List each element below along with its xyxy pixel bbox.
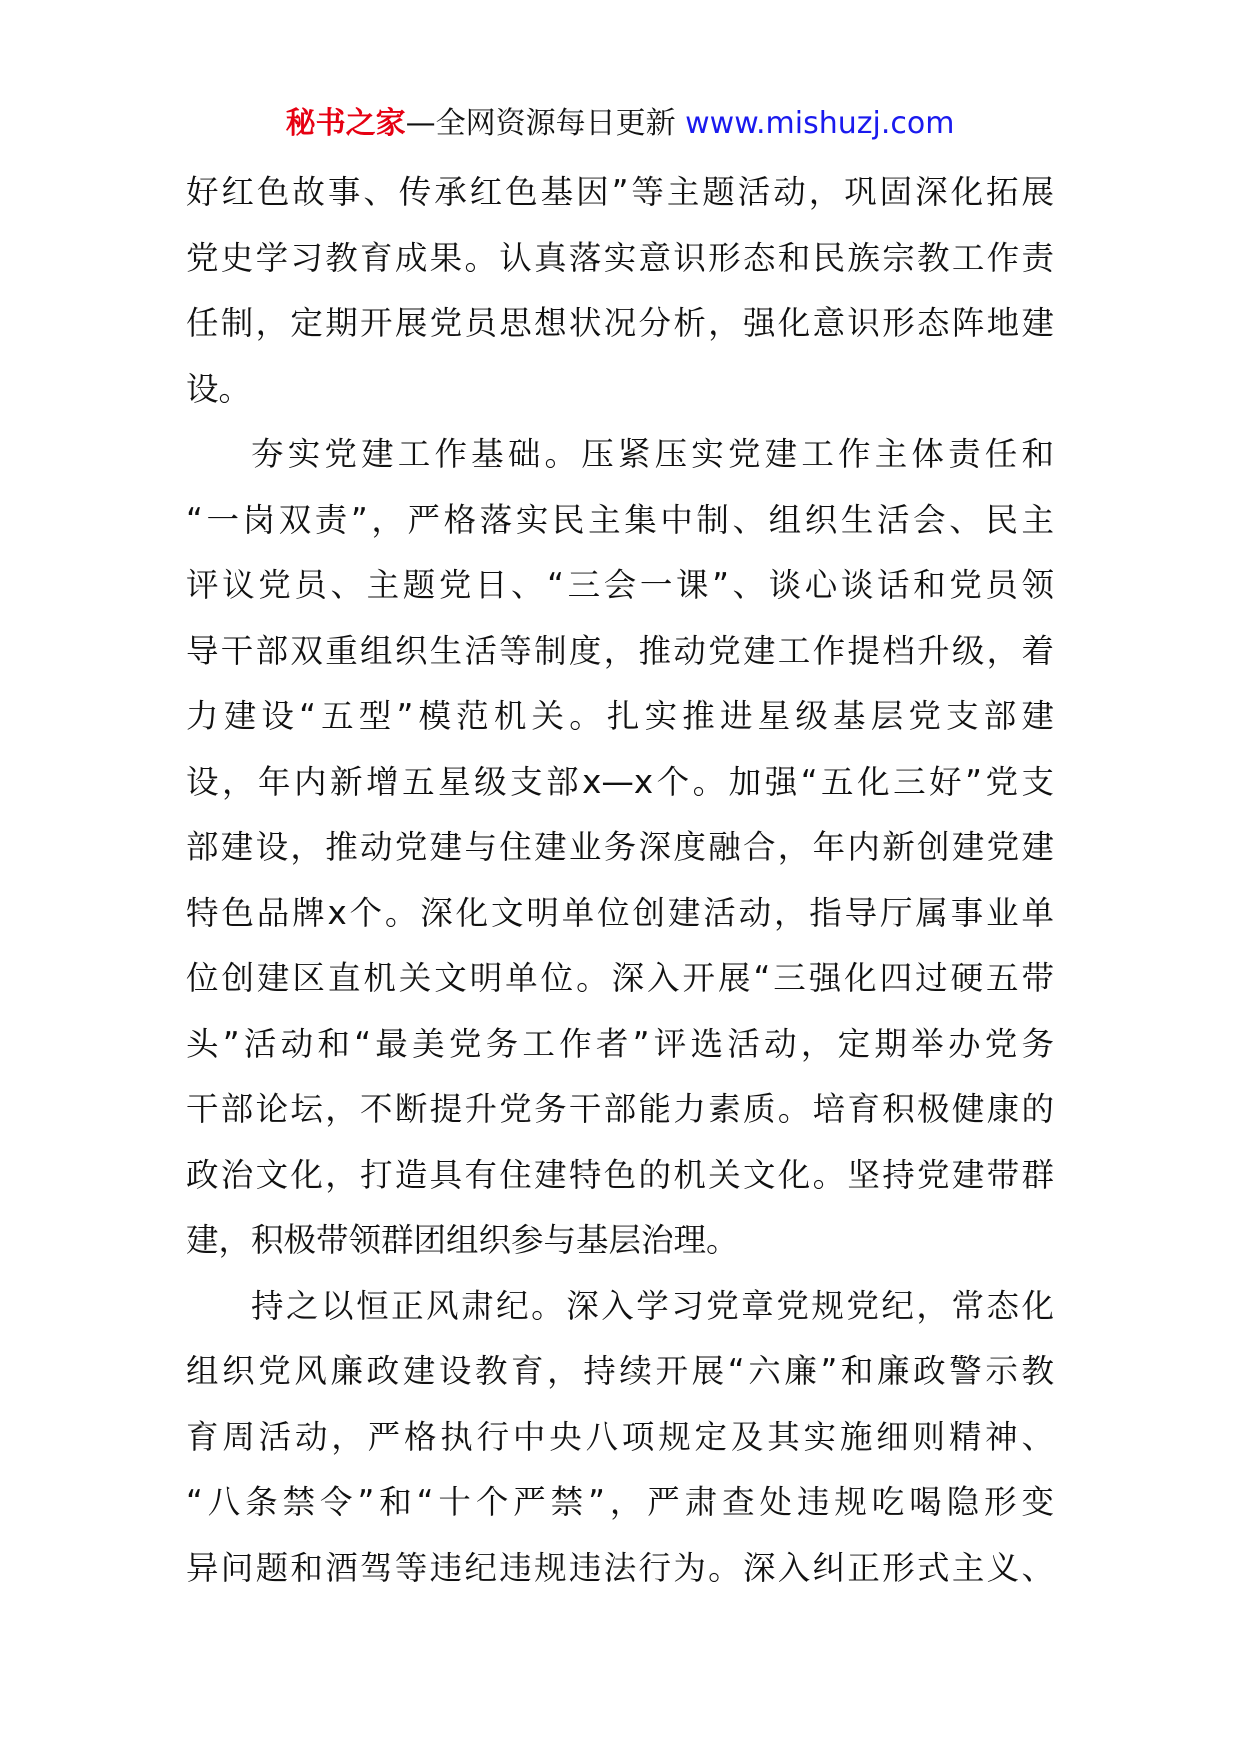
- site-name: 秘书之家: [285, 106, 406, 141]
- site-url-link[interactable]: www.mishuzj.com: [685, 106, 955, 141]
- text-line: 头”活动和“最美党务工作者”评选活动，定期举办党务: [186, 1024, 1054, 1063]
- text-line: 力建设“五型”模范机关。扎实推进星级基层党支部建: [186, 697, 1054, 735]
- text-line: 异问题和酒驾等违纪违规违法行为。深入纠正形式主义、: [186, 1548, 1054, 1587]
- paragraph-first-line: 夯实党建工作基础。压紧压实党建工作主体责任和: [251, 435, 1054, 473]
- text-line: 育周活动，严格执行中央八项规定及其实施细则精神、: [186, 1417, 1054, 1456]
- text-line: 评议党员、主题党日、“三会一课”、谈心谈话和党员领: [186, 566, 1054, 604]
- text-line: 组织党风廉政建设教育，持续开展“六廉”和廉政警示教: [186, 1352, 1054, 1390]
- text-line: 设，年内新增五星级支部x—x个。加强“五化三好”党支: [186, 762, 1054, 801]
- text-line: “八条禁令”和“十个严禁”，严肃查处违规吃喝隐形变: [186, 1483, 1054, 1521]
- text-line: 位创建区直机关文明单位。深入开展“三强化四过硬五带: [186, 959, 1054, 997]
- text-line: 导干部双重组织生活等制度，推动党建工作提档升级，着: [186, 631, 1054, 670]
- text-line: 政治文化，打造具有住建特色的机关文化。坚持党建带群: [186, 1155, 1054, 1194]
- site-slogan: —全网资源每日更新: [405, 106, 676, 141]
- text-line: 党史学习教育成果。认真落实意识形态和民族宗教工作责: [186, 238, 1054, 277]
- text-line: 部建设，推动党建与住建业务深度融合，年内新创建党建: [186, 828, 1054, 866]
- text-line: 特色品牌x个。深化文明单位创建活动，指导厅属事业单: [186, 893, 1054, 932]
- text-line: 好红色故事、传承红色基因”等主题活动，巩固深化拓展: [186, 173, 1054, 211]
- paragraph-first-line: 持之以恒正风肃纪。深入学习党章党规党纪，常态化: [251, 1286, 1054, 1325]
- text-line: “一岗双责”，严格落实民主集中制、组织生活会、民主: [186, 500, 1054, 539]
- text-line: 任制，定期开展党员思想状况分析，强化意识形态阵地建: [186, 304, 1054, 342]
- text-line: 建，积极带领群团组织参与基层治理。: [186, 1221, 739, 1259]
- text-line: 设。: [186, 369, 252, 408]
- page-header: [0, 104, 1240, 144]
- body-text: [186, 160, 1054, 1601]
- text-line: 干部论坛，不断提升党务干部能力素质。培育积极健康的: [186, 1090, 1054, 1128]
